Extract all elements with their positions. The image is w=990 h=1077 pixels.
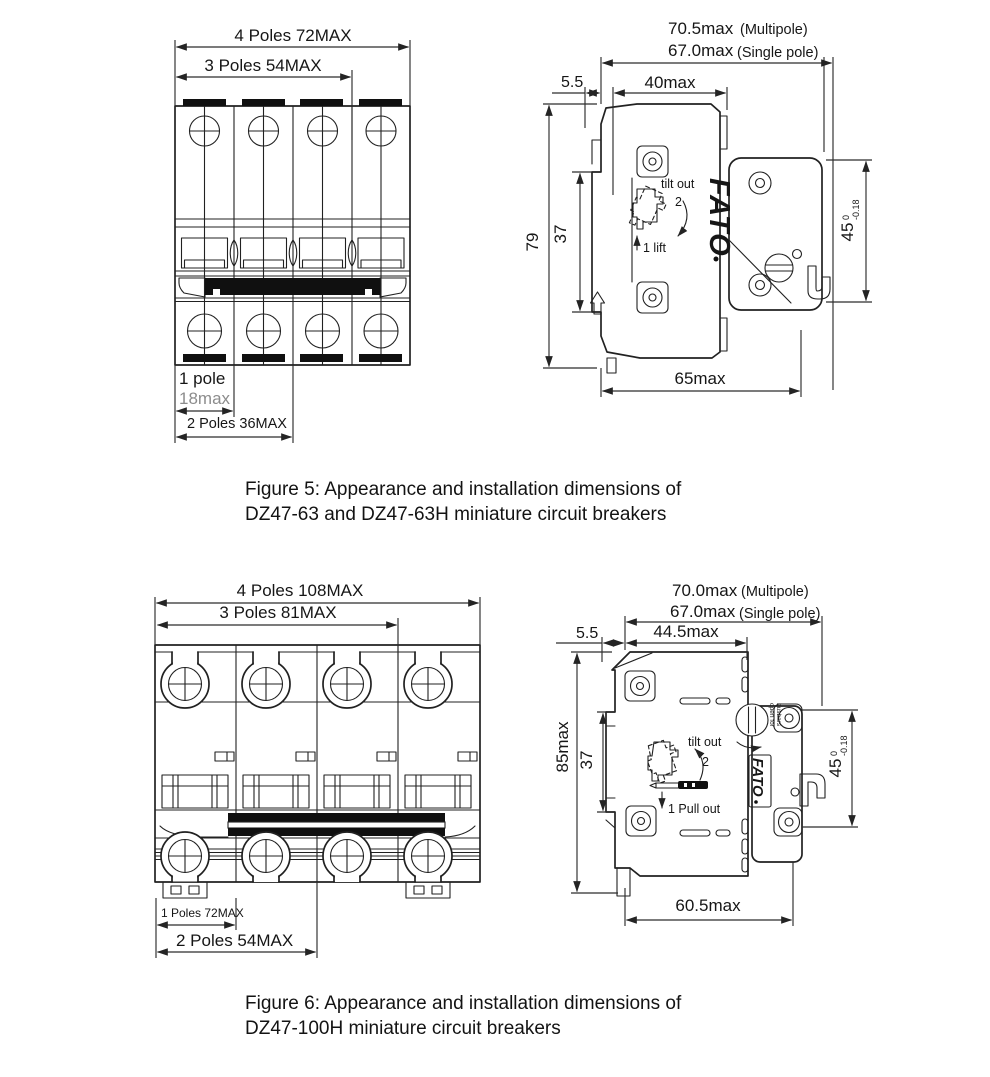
dim-rail-span: 37 [577,750,596,770]
figure5-caption [245,477,681,527]
rail-hook [800,774,825,806]
dim-4-poles-label: 4 Poles 72MAX [234,26,352,45]
fig5-side-view [591,104,831,373]
fig6-side-dimensions [553,581,858,926]
note-multipole: (Multipole) [740,22,808,38]
figure6-caption [245,991,681,1041]
side-tabs [215,752,477,761]
dim-top-width: 40max [644,73,696,92]
note-single: (Single pole) [739,606,821,622]
svg-text:FATO: FATO [703,178,735,257]
screwdriver [650,781,708,789]
note-single: (Single pole) [737,45,819,61]
fig6-front-view [155,645,480,898]
note-tilt-out: tilt out [661,177,695,191]
dim-height: 79 [523,232,542,252]
figure6-caption-line1: Figure 6: Appearance and installation dimensions of [245,993,682,1014]
rivets [625,671,656,836]
note-tilt-out: tilt out [688,735,722,749]
fig6-side-view [606,652,825,896]
dim-offset: 5.5 [561,74,584,91]
dim-rail-height: 45 [826,758,845,778]
dim-rail-height-group [826,735,849,777]
mounting-plate [729,158,830,310]
din-clip-instruction [643,735,722,816]
handle-bar-stripe [228,822,445,828]
dim-1-pole-label: 1 Poles 72MAX [161,906,244,920]
pole-divider-lines [234,106,352,365]
dim-rail-tol-lower: -0.18 [851,199,861,220]
dim-height: 85max [553,721,572,773]
figure5-caption-line2: DZ47-63 and DZ47-63H miniature circuit breakers [245,504,667,526]
busbar-screw [736,703,782,748]
slotted-screw [765,254,793,282]
side-body-outline [592,104,720,358]
brand-logo [703,178,735,257]
dim-base-width: 60.5max [675,896,741,915]
note-step-2: 2 [702,755,709,769]
dim-total-single: 67.0max [668,41,734,60]
note-step-1: 1 Pull out [668,802,721,816]
dim-total-multipole: 70.0max [672,581,738,600]
handle-assembly [179,278,406,297]
dim-rail-tol-upper: 0 [829,750,839,756]
dim-rail-span: 37 [551,224,570,244]
vent-slots [680,657,748,872]
side-body-outline [606,652,748,876]
note-multipole: (Multipole) [741,584,809,600]
din-clip-feet [163,882,450,898]
side-foot [607,358,616,373]
handle-bar-top [228,813,445,822]
dim-1-pole-label: 18max [179,389,231,408]
figure5-caption-line1: Figure 5: Appearance and installation dimensions of [245,479,682,500]
side-foot [617,868,630,896]
note-screw-line2: busbars [775,703,782,727]
rail-hook [808,266,830,299]
brand-logo: FATO [749,758,766,797]
dim-base-width: 65max [674,369,726,388]
dim-rail-tol-lower: -0.18 [839,735,849,756]
dim-total-single: 67.0max [670,602,736,621]
note-screw-line1: open for [768,703,775,727]
dim-total-multipole: 70.5max [668,19,734,38]
dim-2-poles-label: 2 Poles 36MAX [187,416,287,432]
din-clip-instruction [626,177,695,255]
dim-4-poles-label: 4 Poles 108MAX [236,581,364,600]
top-terminal-strips [183,99,402,106]
brand-dot [754,800,758,804]
brand-dot [714,257,719,262]
bottom-terminals [161,832,452,882]
note-step-1: 1 lift [643,241,666,255]
dim-2-poles-label: 2 Poles 54MAX [176,931,294,950]
dim-rail-tol-upper: 0 [841,214,851,220]
dim-offset: 5.5 [576,625,599,642]
din-hook-top [592,140,601,164]
top-terminals [161,651,452,708]
handle-bar [205,278,380,295]
dim-3-poles-label: 3 Poles 54MAX [204,56,322,75]
label-1-pole: 1 pole [179,369,226,388]
note-step-2: 2 [675,195,682,209]
dim-3-poles-label: 3 Poles 81MAX [219,603,337,622]
dim-top-width: 44.5max [653,622,719,641]
dim-rail-height-group [838,199,861,241]
fig5-front-view [175,99,410,365]
fig5-side-dimensions [523,19,872,397]
figure6-caption-line2: DZ47-100H miniature circuit breakers [245,1018,561,1040]
dim-rail-height: 45 [838,222,857,242]
